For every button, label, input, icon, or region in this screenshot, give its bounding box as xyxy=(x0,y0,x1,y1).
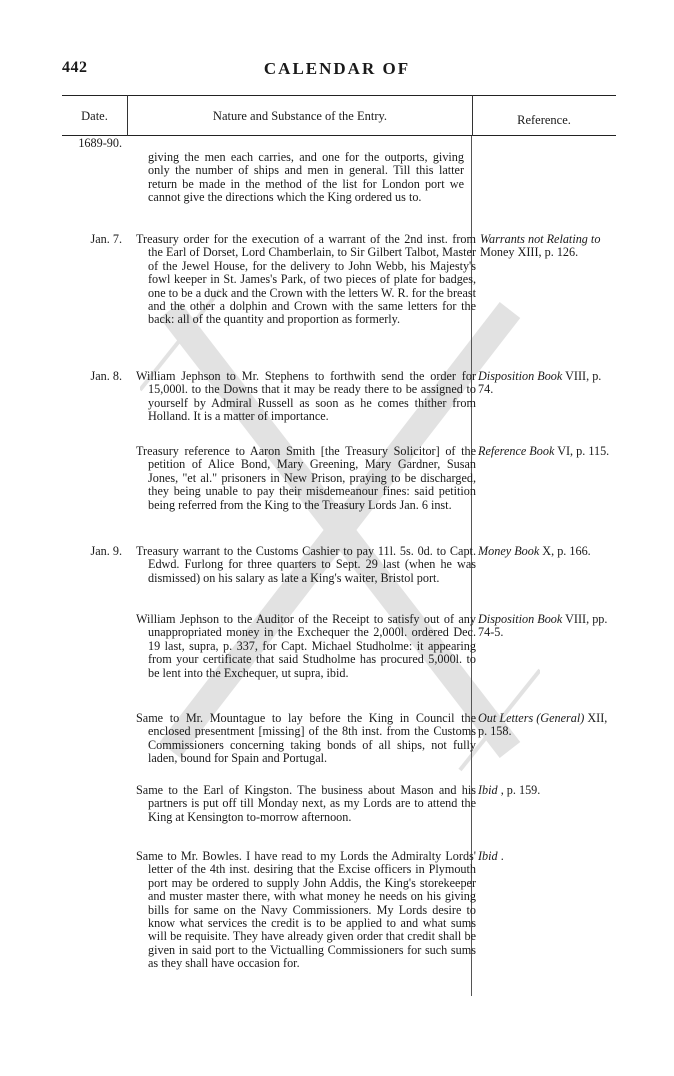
column-header-date: Date. xyxy=(81,109,108,123)
entry-text: Same to the Earl of Kingston. The business about Mason and his partners is put off till Monday next, as my Lords are to attend the King at Kensington to-morrow afternoon. xyxy=(136,783,476,824)
entry-text: Treasury warrant to the Customs Cashier to pay 11l. 5s. 0d. to Capt. Edwd. Furlong for three quarters to Sept. 29 last (when he was dismissed) on his salary as late a King's waiter, Bristol port. xyxy=(136,544,476,585)
reference-detail: Money XIII, p. 126. xyxy=(480,245,579,260)
entry-reference xyxy=(480,233,620,260)
entry-text: Treasury order for the execution of a warrant of the 2nd inst. from the Earl of Dorset, Lord Chamberlain, to Sir Gilbert Talbot, Master of the Jewel House, for the delivery to John Webb, his Majesty's fowl keeper in St. James's Park, of two pieces of plate for badges, one to be a duck and the Crown with the letters W. R. for the breast and the other a dolphin and Crown with the same letters for the back: all of the quantity and proportion as formerly. xyxy=(136,232,476,327)
table-head-rule xyxy=(62,135,616,136)
reference-title: Reference Book xyxy=(478,444,555,458)
reference-detail: , p. 159. xyxy=(500,783,541,797)
entry-date: Jan. 8. xyxy=(90,369,122,383)
entry-reference xyxy=(478,712,616,739)
table-top-rule xyxy=(62,95,616,96)
reference-title: Disposition Book xyxy=(478,612,563,626)
reference-title: Ibid xyxy=(478,783,498,797)
page-number: 442 xyxy=(62,59,88,76)
running-title: CALENDAR OF xyxy=(263,59,411,78)
reference-detail: X, p. 166. xyxy=(542,544,591,558)
reference-detail: VIII, p. 74. xyxy=(478,369,602,397)
year-label: 1689-90. xyxy=(78,136,122,150)
continuation-text: giving the men each carries, and one for the outports, giving only the number of ships and men in general. Till this latter return be made in the method of the list for London port we cannot give the directions which the King ordered us to. xyxy=(148,150,464,205)
entry-date: Jan. 7. xyxy=(90,232,122,246)
column-header-nature: Nature and Substance of the Entry. xyxy=(212,109,388,123)
entry-reference xyxy=(478,445,616,458)
reference-title: Disposition Book xyxy=(478,369,563,383)
entry-text: William Jephson to Mr. Stephens to forthwith send the order for 15,000l. to the Downs that it may be ready there to be assigned to yourself by Admiral Russell as soon as he comes thither from Holland. It is a matter of importance. xyxy=(136,369,476,424)
entry-reference xyxy=(478,370,616,397)
entry-reference xyxy=(478,545,616,558)
reference-title: Ibid xyxy=(478,849,498,863)
reference-title: Money Book xyxy=(478,544,540,558)
entry-text: Treasury reference to Aaron Smith [the Treasury Solicitor] of the petition of Alice Bond, Mary Greening, Mary Gardner, Susan Jones, "et al." prisoners in New Prison, praying to be discharged, they being unable to pay their misdemeanour fines: said petition being referred from the King to the Treasury Lords Jan. 6 inst. xyxy=(136,444,476,512)
entry-reference xyxy=(478,784,616,797)
column-header-reference: Reference. xyxy=(517,113,571,127)
entry-reference xyxy=(478,850,616,863)
entry-text: Same to Mr. Mountague to lay before the King in Council the enclosed presentment [missing] of the 8th inst. from the Customs Commissioners concerning taking bonds of all ships, not fully laden, bound for Spain and Portugal. xyxy=(136,711,476,766)
entry-reference xyxy=(478,613,616,640)
reference-detail: VI, p. 115. xyxy=(557,444,610,458)
entry-text: William Jephson to the Auditor of the Receipt to satisfy out of any unappropriated money in the Exchequer the 2,000l. ordered Dec. 19 last, supra, p. 337, for Capt. Michael Studholme: it appearing from your certificate that said Studholme has procured 5,000l. to be lent into the Exchequer, ut supra, ibid. xyxy=(136,612,476,680)
entry-date: Jan. 9. xyxy=(90,544,122,558)
reference-detail: . xyxy=(500,849,504,863)
reference-title: Out Letters (General) xyxy=(478,711,585,725)
entry-text: Same to Mr. Bowles. I have read to my Lords the Admiralty Lords' letter of the 4th inst. desiring that the Excise officers in Plymouth port may be ordered to supply John Addis, the King's storekeeper and muster master there, with what money he needs on his giving bills for same on the Navy Commissioners. My Lords desire to know what services the credit is to be applied to and what sums will be requisite. They have already given order that credit shall be given in said port to the Victualling Commissioners for such sums as they shall have occasion for. xyxy=(136,849,476,971)
reference-title: Warrants not Relating to xyxy=(480,232,601,246)
reference-detail: XII, p. 158. xyxy=(478,711,608,739)
reference-detail: VIII, pp. 74-5. xyxy=(478,612,608,640)
